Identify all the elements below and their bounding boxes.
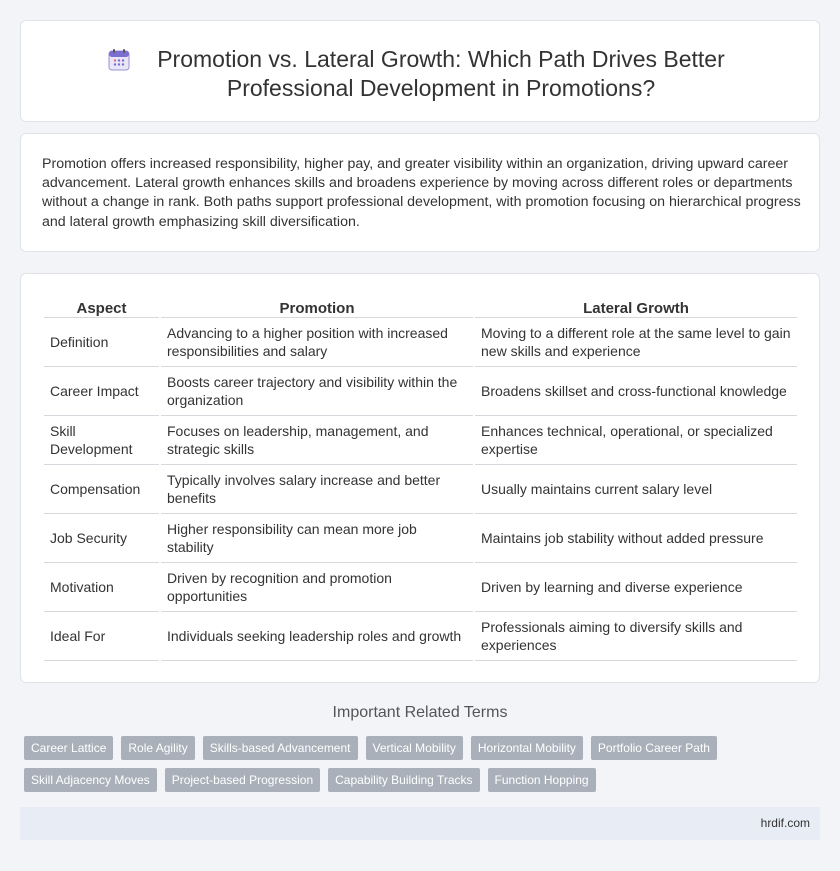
related-term-tag[interactable]: Skill Adjacency Moves (24, 768, 157, 792)
header-aspect: Aspect (44, 296, 159, 318)
cell-aspect: Ideal For (44, 612, 159, 661)
header-promotion: Promotion (161, 296, 473, 318)
comparison-card (20, 273, 820, 683)
table-row (44, 367, 797, 416)
cell-promotion: Typically involves salary increase and better benefits (161, 465, 473, 514)
comparison-table (42, 296, 799, 661)
page-title: Promotion vs. Lateral Growth: Which Path Drives Better Professional Development in Promotions? (157, 46, 725, 101)
cell-aspect: Skill Development (44, 416, 159, 465)
cell-lateral: Professionals aiming to diversify skills and experiences (475, 612, 797, 661)
cell-aspect: Definition (44, 318, 159, 367)
cell-lateral: Enhances technical, operational, or specialized expertise (475, 416, 797, 465)
cell-promotion: Higher responsibility can mean more job stability (161, 514, 473, 563)
cell-promotion: Focuses on leadership, management, and strategic skills (161, 416, 473, 465)
cell-promotion: Driven by recognition and promotion opportunities (161, 563, 473, 612)
table-row (44, 465, 797, 514)
related-term-tag[interactable]: Project-based Progression (165, 768, 320, 792)
cell-lateral: Usually maintains current salary level (475, 465, 797, 514)
cell-promotion: Advancing to a higher position with increased responsibilities and salary (161, 318, 473, 367)
table-row (44, 612, 797, 661)
intro-text: Promotion offers increased responsibility, higher pay, and greater visibility within an organization, driving upward career advancement. Lateral growth enhances skills and broadens experience by moving across different roles or departments without a change in rank. Both paths support professional development, with promotion focusing on hierarchical progress and lateral growth emphasizing skill diversification. (42, 156, 801, 230)
related-terms-list (24, 736, 804, 792)
cell-lateral: Maintains job stability without added pressure (475, 514, 797, 563)
table-header-row (44, 296, 797, 318)
related-term-tag[interactable]: Career Lattice (24, 736, 113, 760)
related-term-tag[interactable]: Capability Building Tracks (328, 768, 479, 792)
cell-promotion: Boosts career trajectory and visibility within the organization (161, 367, 473, 416)
cell-lateral: Broadens skillset and cross-functional knowledge (475, 367, 797, 416)
cell-promotion: Individuals seeking leadership roles and growth (161, 612, 473, 661)
related-terms-title: Important Related Terms (332, 704, 508, 721)
header-lateral-growth: Lateral Growth (475, 296, 797, 318)
related-term-tag[interactable]: Function Hopping (488, 768, 596, 792)
cell-aspect: Compensation (44, 465, 159, 514)
table-row (44, 563, 797, 612)
related-term-tag[interactable]: Skills-based Advancement (203, 736, 358, 760)
table-row (44, 416, 797, 465)
cell-aspect: Motivation (44, 563, 159, 612)
cell-aspect: Job Security (44, 514, 159, 563)
cell-lateral: Moving to a different role at the same level to gain new skills and experience (475, 318, 797, 367)
related-term-tag[interactable]: Vertical Mobility (366, 736, 463, 760)
footer (20, 807, 820, 840)
title-card (20, 20, 820, 122)
cell-lateral: Driven by learning and diverse experience (475, 563, 797, 612)
related-term-tag[interactable]: Horizontal Mobility (471, 736, 583, 760)
intro-card (20, 133, 820, 252)
related-term-tag[interactable]: Role Agility (121, 736, 194, 760)
table-row (44, 318, 797, 367)
cell-aspect: Career Impact (44, 367, 159, 416)
table-row (44, 514, 797, 563)
footer-site[interactable]: hrdif.com (760, 816, 810, 830)
related-term-tag[interactable]: Portfolio Career Path (591, 736, 717, 760)
